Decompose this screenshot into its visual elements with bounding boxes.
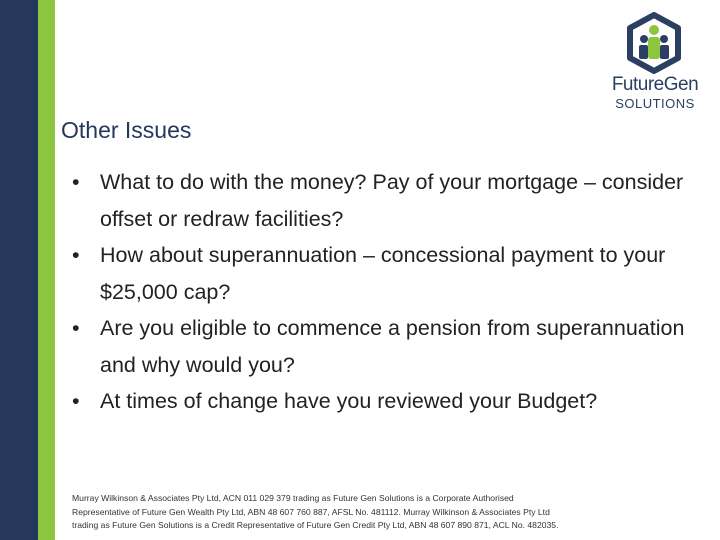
bullet-item <box>72 310 692 383</box>
bullet-item <box>72 383 692 420</box>
company-logo <box>598 12 708 112</box>
bullet-text: At times of change have you reviewed your Budget? <box>100 389 598 413</box>
bullet-dot: • <box>72 316 80 340</box>
sidebar-green-stripe <box>38 0 55 540</box>
bullet-dot: • <box>72 389 80 413</box>
disclaimer-line: trading as Future Gen Solutions is a Credit Representative of Future Gen Credit Pty Ltd, ABN 48 607 890 871, ACL No. 482035. <box>72 520 559 530</box>
logo-tagline: SOLUTIONS <box>615 96 695 111</box>
bullet-item <box>72 164 692 237</box>
bullet-text: Are you eligible to commence a pension from superannuation and why would you? <box>100 316 685 377</box>
disclaimer-line: Representative of Future Gen Wealth Pty Ltd, ABN 48 607 760 887, AFSL No. 481112. Murray Wilkinson & Associates Pty Ltd <box>72 506 550 517</box>
bullet-item <box>72 237 692 310</box>
bullet-text: How about superannuation – concessional payment to your $25,000 cap? <box>100 243 666 304</box>
bullet-dot: • <box>72 243 80 267</box>
bullet-dot: • <box>72 170 80 194</box>
slide-title: Other Issues <box>61 117 192 143</box>
bullet-text: What to do with the money? Pay of your mortgage – consider offset or redraw facilities? <box>100 170 684 231</box>
bullet-list <box>72 164 692 420</box>
house-people-icon <box>626 12 682 74</box>
logo-wordmark: FutureGen <box>611 74 699 95</box>
disclaimer-footer <box>72 492 692 533</box>
sidebar-navy-stripe <box>0 0 38 540</box>
disclaimer-line: Murray Wilkinson & Associates Pty Ltd, ACN 011 029 379 trading as Future Gen Solutions is a Corporate Authorised <box>72 493 514 503</box>
